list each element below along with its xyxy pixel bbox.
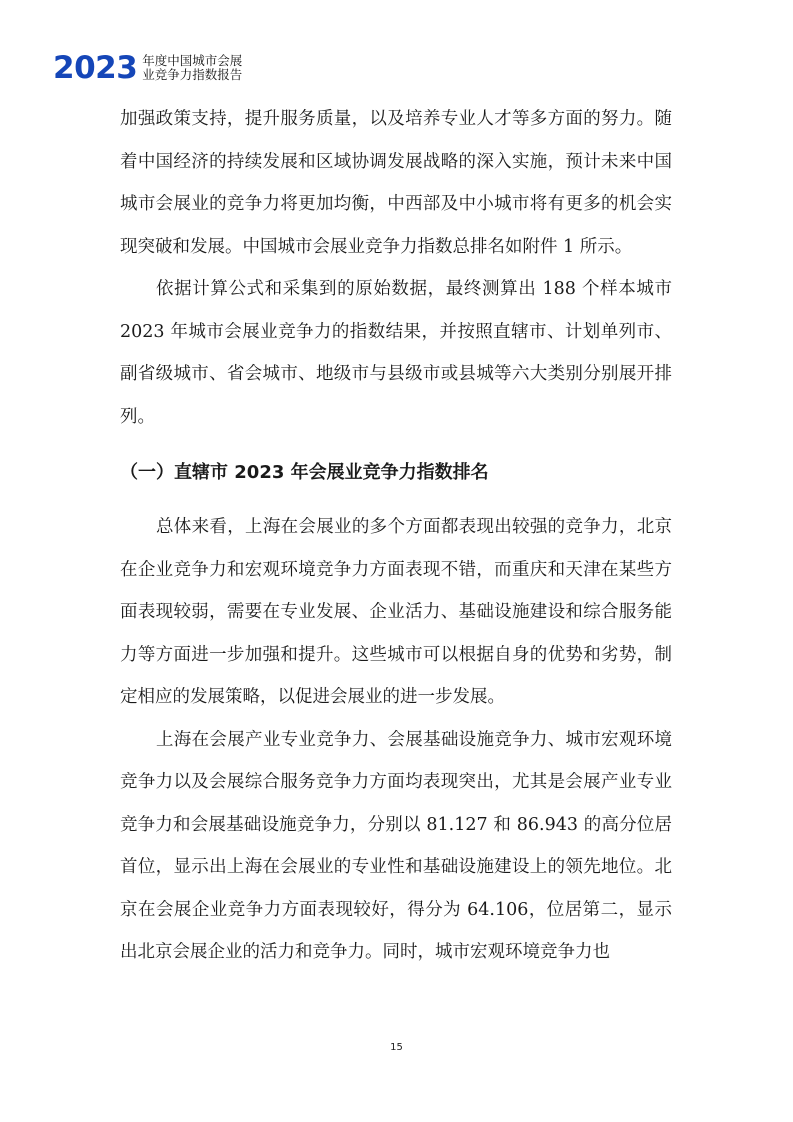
header-title-line2: 业竞争力指数报告 bbox=[142, 67, 243, 82]
header-year: 2023 bbox=[53, 49, 138, 86]
paragraph-shanghai-beijing: 上海在会展产业专业竞争力、会展基础设施竞争力、城市宏观环境竞争力以及会展综合服务竞争力方面均表现突出，尤其是会展产业专业竞争力和会展基础设施竞争力，分别以 81.127 和 86.943 的高分位居首位，显示出上海在会展业的专业性和基础设施建设上的领先地位。北京在会展企业竞争力方面表现较好，得分为 64.106，位居第二，显示出北京会展企业的活力和竞争力。同时，城市宏观环境竞争力也 bbox=[120, 729, 672, 962]
paragraph-methodology: 依据计算公式和采集到的原始数据，最终测算出 188 个样本城市 2023 年城市会展业竞争力的指数结果，并按照直辖市、计划单列市、 副省级城市、省会城市、地级市与县级市或县城等六大类别分别展开排列。 bbox=[120, 279, 672, 427]
page-number: 15 bbox=[390, 1042, 403, 1053]
report-header bbox=[53, 48, 242, 88]
header-title bbox=[142, 54, 242, 82]
paragraph-overview: 总体来看，上海在会展业的多个方面都表现出较强的竞争力，北京在企业竞争力和宏观环境竞争力方面表现不错，而重庆和天津在某些方面表现较弱，需要在专业发展、企业活力、基础设施建设和综合服务能力等方面进一步加强和提升。这些城市可以根据自身的优势和劣势，制定相应的发展策略，以促进会展业的进一步发展。 bbox=[120, 517, 672, 707]
header-title-line1: 年度中国城市会展 bbox=[142, 53, 243, 68]
page-body bbox=[120, 98, 672, 974]
section-heading: （一）直辖市 2023 年会展业竞争力指数排名 bbox=[120, 462, 489, 483]
paragraph-continued: 加强政策支持，提升服务质量，以及培养专业人才等多方面的努力。随着中国经济的持续发展和区域协调发展战略的深入实施，预计未来中国城市会展业的竞争力将更加均衡，中西部及中小城市将有更多的机会实现突破和发展。中国城市会展业竞争力指数总排名如附件 1 所示。 bbox=[120, 109, 672, 257]
